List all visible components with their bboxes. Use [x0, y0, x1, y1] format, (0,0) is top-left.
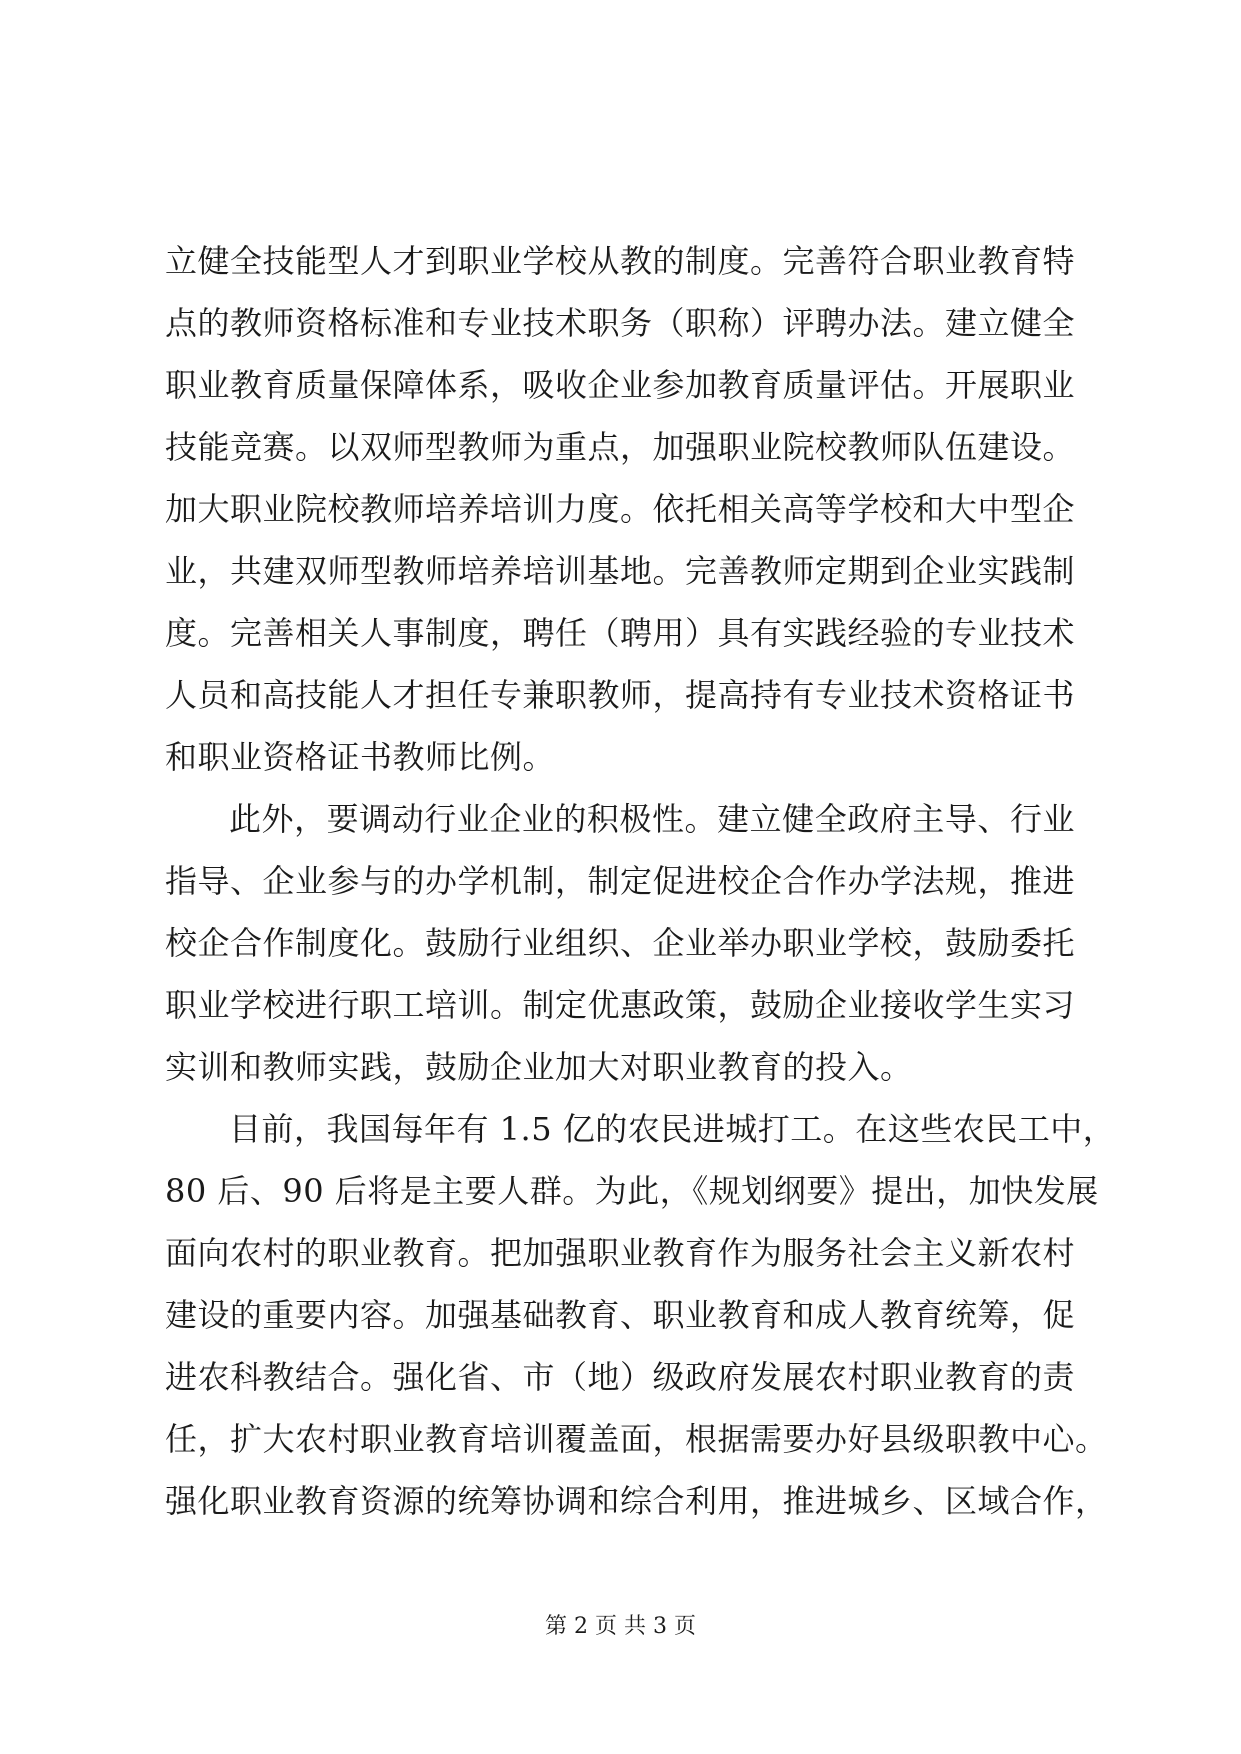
paragraph-line: 业，共建双师型教师培养培训基地。完善教师定期到企业实践制	[165, 552, 1076, 590]
paragraph-line: 实训和教师实践，鼓励企业加大对职业教育的投入。	[165, 1048, 913, 1086]
paragraph-line: 强化职业教育资源的统筹协调和综合利用，推进城乡、区域合作，	[165, 1482, 1108, 1520]
paragraph-2	[165, 788, 1075, 1098]
page-number: 第 2 页 共 3 页	[545, 1614, 696, 1639]
paragraph-line: 目前，我国每年有 1.5 亿的农民进城打工。在这些农民工中，	[229, 1110, 1116, 1148]
paragraph-line: 点的教师资格标准和专业技术职务（职称）评聘办法。建立健全	[165, 304, 1076, 342]
paragraph-line: 校企合作制度化。鼓励行业组织、企业举办职业学校，鼓励委托	[165, 924, 1076, 962]
paragraph-line: 面向农村的职业教育。把加强职业教育作为服务社会主义新农村	[165, 1234, 1076, 1272]
paragraph-line: 职业教育质量保障体系，吸收企业参加教育质量评估。开展职业	[165, 366, 1076, 404]
paragraph-line: 此外，要调动行业企业的积极性。建立健全政府主导、行业	[229, 800, 1075, 838]
paragraph-line: 和职业资格证书教师比例。	[165, 738, 556, 776]
paragraph-1	[165, 230, 1075, 788]
paragraph-line: 技能竞赛。以双师型教师为重点，加强职业院校教师队伍建设。	[165, 428, 1076, 466]
paragraph-line: 立健全技能型人才到职业学校从教的制度。完善符合职业教育特	[165, 242, 1076, 280]
paragraph-line: 职业学校进行职工培训。制定优惠政策，鼓励企业接收学生实习	[165, 986, 1076, 1024]
paragraph-line: 进农科教结合。强化省、市（地）级政府发展农村职业教育的责	[165, 1358, 1076, 1396]
body-text	[165, 230, 1116, 1532]
paragraph-line: 度。完善相关人事制度，聘任（聘用）具有实践经验的专业技术	[165, 614, 1076, 652]
paragraph-line: 任，扩大农村职业教育培训覆盖面，根据需要办好县级职教中心。	[165, 1420, 1108, 1458]
paragraph-line: 指导、企业参与的办学机制，制定促进校企合作办学法规，推进	[165, 862, 1076, 900]
page-footer	[0, 1612, 1241, 1642]
paragraph-3	[165, 1098, 1116, 1532]
paragraph-line: 加大职业院校教师培养培训力度。依托相关高等学校和大中型企	[165, 490, 1076, 528]
paragraph-line: 人员和高技能人才担任专兼职教师，提高持有专业技术资格证书	[165, 676, 1076, 714]
paragraph-line: 建设的重要内容。加强基础教育、职业教育和成人教育统筹，促	[165, 1296, 1076, 1334]
paragraph-line: 80 后、90 后将是主要人群。为此，《规划纲要》提出，加快发展	[165, 1172, 1099, 1210]
